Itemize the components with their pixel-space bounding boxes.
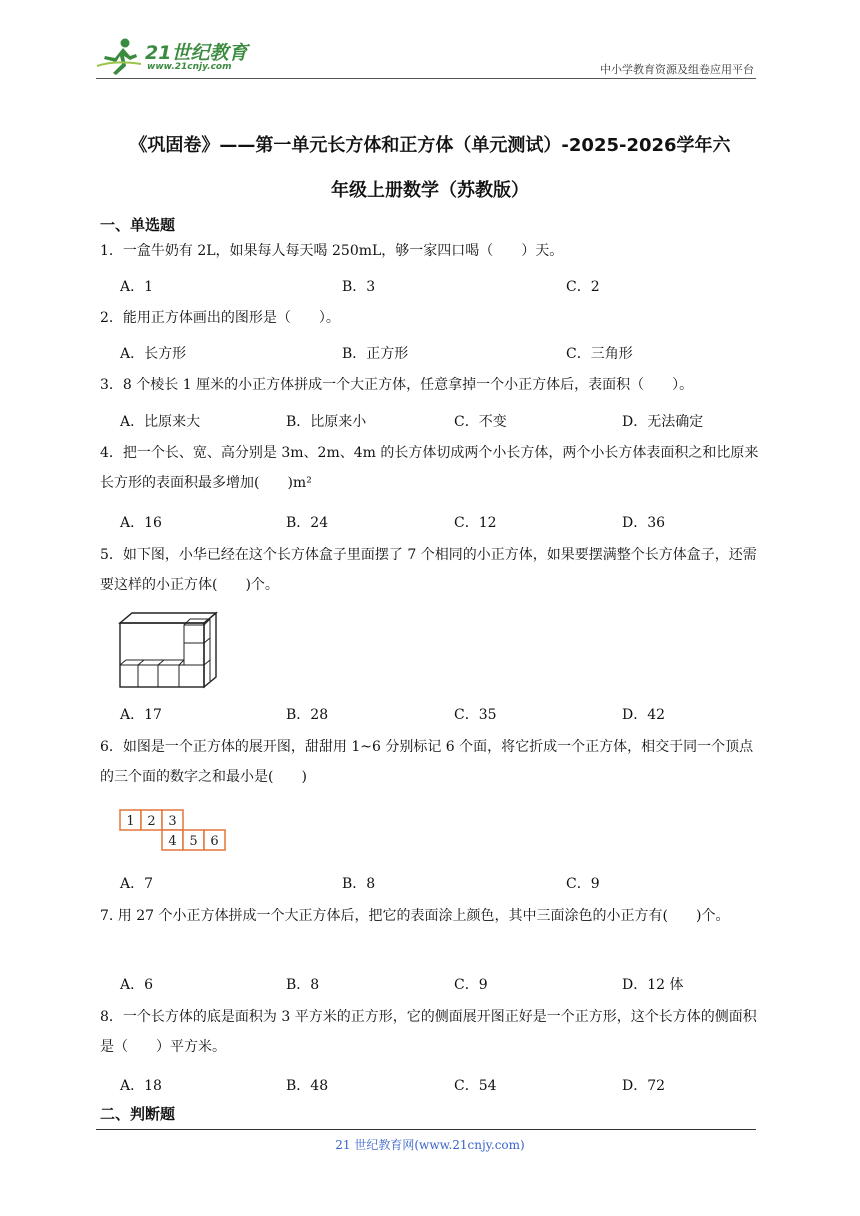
option: C．2 xyxy=(566,279,600,295)
page-title-line-1: 《巩固卷》——第一单元长方体和正方体（单元测试）-2025-2026学年六 xyxy=(129,135,731,156)
option: C．9 xyxy=(566,876,600,892)
page-title-line-2: 年级上册数学（苏教版） xyxy=(331,180,529,201)
net-label: 1 xyxy=(126,814,135,829)
option: A．1 xyxy=(120,279,154,295)
footer-divider xyxy=(96,1129,756,1130)
question-5-options xyxy=(120,704,760,724)
option: C．54 xyxy=(454,1078,497,1094)
option: C．三角形 xyxy=(566,346,633,362)
option: A．16 xyxy=(120,515,162,531)
option: A．6 xyxy=(120,977,154,993)
header-platform-text: 中小学教育资源及组卷应用平台 xyxy=(600,63,754,76)
option: B．8 xyxy=(286,977,320,993)
section-heading-single-choice: 一、单选题 xyxy=(100,216,176,234)
option: C．不变 xyxy=(454,414,507,430)
question-3-options xyxy=(120,411,760,431)
option: D．无法确定 xyxy=(622,414,704,430)
runner-icon xyxy=(95,36,143,76)
option: D．42 xyxy=(622,707,666,723)
option: B．比原来小 xyxy=(286,414,367,430)
cube-net-figure xyxy=(119,809,229,853)
question-7: 7. 用 27 个小正方体拼成一个大正方体后，把它的表面涂上颜色，其中三面涂色的小正方有( )个。 xyxy=(100,908,730,924)
question-5: 5．如下图，小华已经在这个长方体盒子里面摆了 7 个相同的小正方体，如果要摆满整个长方体盒子，还需要这样的小正方体( )个。 xyxy=(100,547,757,593)
question-2: 2．能用正方体画出的图形是（ ）。 xyxy=(100,310,340,326)
question-4-options xyxy=(120,512,760,532)
option: B．48 xyxy=(286,1078,329,1094)
header-divider xyxy=(96,78,756,79)
logo-url: www.21cnjy.com xyxy=(147,62,232,72)
option: C．12 xyxy=(454,515,497,531)
logo xyxy=(95,36,255,76)
question-6: 6．如图是一个正方体的展开图，甜甜用 1~6 分别标记 6 个面，将它折成一个正方体，相交于同一个顶点的三个面的数字之和最小是( ) xyxy=(100,739,754,785)
option: A．长方形 xyxy=(120,346,187,362)
option: C．9 xyxy=(454,977,488,993)
section-heading-true-false: 二、判断题 xyxy=(100,1105,176,1123)
option: B．正方形 xyxy=(342,346,409,362)
box-with-cubes-figure xyxy=(118,611,218,691)
footer-link[interactable]: 21 世纪教育网(www.21cnjy.com) xyxy=(335,1138,525,1152)
question-8: 8．一个长方体的底是面积为 3 平方米的正方形，它的侧面展开图正好是一个正方形，这个长方体的侧面积是（ ）平方米。 xyxy=(100,1009,757,1055)
option: C．35 xyxy=(454,707,497,723)
net-label: 4 xyxy=(168,834,177,849)
option: D．12 体 xyxy=(622,977,684,993)
option: B．8 xyxy=(342,876,376,892)
net-label: 6 xyxy=(210,834,219,849)
option: B．24 xyxy=(286,515,329,531)
question-7-options xyxy=(120,974,760,994)
option: B．3 xyxy=(342,279,376,295)
question-3: 3．8 个棱长 1 厘米的小正方体拼成一个大正方体，任意拿掉一个小正方体后，表面积（ ）。 xyxy=(100,377,694,393)
question-8-options xyxy=(120,1075,760,1095)
net-label: 2 xyxy=(147,814,156,829)
logo-text: 21世纪教育 xyxy=(145,42,248,64)
option: B．28 xyxy=(286,707,329,723)
option: A．17 xyxy=(120,707,162,723)
question-6-options xyxy=(120,873,760,893)
question-4: 4．把一个长、宽、高分别是 3m、2m、4m 的长方体切成两个小长方体，两个小长方体表面积之和比原来长方形的表面积最多增加( )m² xyxy=(100,445,759,491)
net-label: 3 xyxy=(168,814,177,829)
option: A．比原来大 xyxy=(120,414,201,430)
option: A．7 xyxy=(120,876,154,892)
net-label: 5 xyxy=(189,834,198,849)
question-2-options xyxy=(120,343,760,363)
option: A．18 xyxy=(120,1078,162,1094)
option: D．72 xyxy=(622,1078,666,1094)
question-1: 1．一盒牛奶有 2L，如果每人每天喝 250mL，够一家四口喝（ ）天。 xyxy=(100,243,564,259)
question-1-options xyxy=(120,276,760,296)
option: D．36 xyxy=(622,515,666,531)
